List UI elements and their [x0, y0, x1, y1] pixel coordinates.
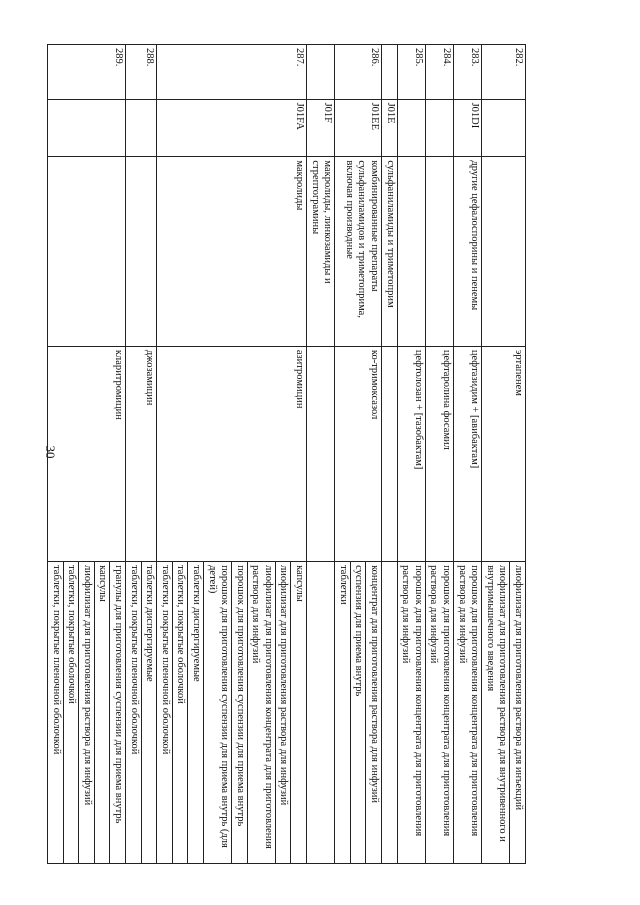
drug-group: сульфаниламиды и триметоприм	[382, 157, 398, 346]
dosage-form: таблетки диспергируемые	[187, 562, 203, 863]
dosage-form	[320, 562, 335, 863]
atc-code: J01FA	[157, 99, 307, 157]
atc-code: J01F	[307, 99, 335, 157]
dosage-form: таблетки, покрытые пленочной оболочкой	[50, 565, 62, 755]
row-number: 284.	[425, 45, 453, 100]
dosage-form	[382, 562, 397, 863]
dosage-form: капсулы	[291, 562, 307, 863]
drug-name: ко-тримоксазол	[335, 346, 382, 561]
dosage-form: лиофилизат для приготовления раствора для инъекций	[509, 562, 525, 863]
table-row	[48, 45, 126, 864]
drug-group: макролиды, линкозамиды и стрептограмины	[307, 157, 335, 346]
table-row	[335, 45, 382, 864]
atc-code	[397, 99, 425, 157]
dosage-forms	[425, 562, 453, 864]
dosage-form: лиофилизат для приготовления раствора для инфузий	[275, 562, 291, 863]
drug-name: цефтолозан + [тазобактам]	[397, 346, 425, 561]
drug-name	[382, 346, 398, 561]
dosage-forms	[454, 562, 482, 864]
table-row	[157, 45, 307, 864]
drug-name: цефтазидим + [авибактам]	[454, 346, 482, 561]
row-number: 287.	[157, 45, 307, 100]
drug-name: эртапенем	[482, 346, 526, 561]
row-number: 283.	[454, 45, 482, 100]
atc-code	[482, 99, 526, 157]
dosage-form: лиофилизат для приготовления раствора для внутривенного и внутримышечного введения	[484, 565, 509, 842]
dosage-form: порошок для приготовления концентрата для приготовления раствора для инфузий	[456, 565, 481, 837]
row-number: 282.	[482, 45, 526, 100]
atc-code	[48, 99, 126, 157]
table-row	[307, 45, 335, 864]
atc-code: J01E	[382, 99, 398, 157]
drug-group: другие цефалоспорины и пенемы	[454, 157, 482, 346]
dosage-forms	[307, 562, 335, 864]
dosage-form: таблетки, покрытые пленочной оболочкой	[128, 565, 140, 755]
dosage-form: таблетки, покрытые оболочкой	[172, 562, 188, 863]
dosage-forms	[335, 562, 382, 864]
table-row	[125, 45, 156, 864]
dosage-form: капсулы	[94, 562, 110, 863]
table-row	[482, 45, 526, 864]
dosage-form: порошок для приготовления суспензии для приема внутрь	[231, 562, 247, 863]
page-number: 30	[43, 445, 58, 459]
dosage-form: гранулы для приготовления суспензии для приема внутрь	[109, 562, 125, 863]
row-number	[382, 45, 398, 100]
drug-group: макролиды	[157, 157, 307, 346]
table-row	[382, 45, 398, 864]
dosage-forms	[482, 562, 526, 864]
drug-name: джозамицин	[125, 346, 156, 561]
dosage-form: таблетки диспергируемые	[141, 562, 157, 863]
drug-name: кларитромицин	[48, 346, 126, 561]
atc-code: J01EE	[335, 99, 382, 157]
drug-group	[125, 157, 156, 346]
drug-table-body	[48, 45, 526, 864]
dosage-form: суспензия для приема внутрь	[350, 562, 366, 863]
atc-code	[125, 99, 156, 157]
atc-code	[425, 99, 453, 157]
dosage-forms	[48, 562, 126, 864]
table-row	[425, 45, 453, 864]
dosage-form: концентрат для приготовления раствора для инфузий	[365, 562, 381, 863]
atc-code: J01DI	[454, 99, 482, 157]
dosage-forms	[157, 562, 307, 864]
row-number	[307, 45, 335, 100]
dosage-forms	[125, 562, 156, 864]
table-row	[397, 45, 425, 864]
dosage-form: таблетки, покрытые оболочкой	[63, 562, 79, 863]
dosage-form: порошок для приготовления концентрата для приготовления раствора для инфузий	[428, 565, 453, 837]
dosage-form: лиофилизат для приготовления концентрата для приготовления раствора для инфузий	[247, 562, 275, 863]
drug-name: азитромицин	[157, 346, 307, 561]
dosage-form: лиофилизат для приготовления раствора для инфузий	[78, 562, 94, 863]
drug-group	[397, 157, 425, 346]
drug-table	[47, 44, 526, 864]
drug-group	[425, 157, 453, 346]
table-row	[454, 45, 482, 864]
drug-group	[48, 157, 126, 346]
row-number: 288.	[125, 45, 156, 100]
row-number: 289.	[48, 45, 126, 100]
drug-group	[482, 157, 526, 346]
dosage-forms	[397, 562, 425, 864]
drug-name: цефтаролина фосамил	[425, 346, 453, 561]
row-number: 285.	[397, 45, 425, 100]
dosage-forms	[382, 562, 398, 864]
dosage-form: порошок для приготовления концентрата для приготовления раствора для инфузий	[400, 565, 424, 837]
dosage-form: таблетки, покрытые пленочной оболочкой	[159, 565, 171, 755]
row-number: 286.	[335, 45, 382, 100]
dosage-form: порошок для приготовления суспензии для приема внутрь (для детей)	[203, 562, 231, 863]
drug-name	[307, 346, 335, 561]
drug-group: комбинированные препараты сульфаниламидов и триметоприма, включая производные	[335, 157, 382, 346]
dosage-form: таблетки	[337, 565, 349, 605]
